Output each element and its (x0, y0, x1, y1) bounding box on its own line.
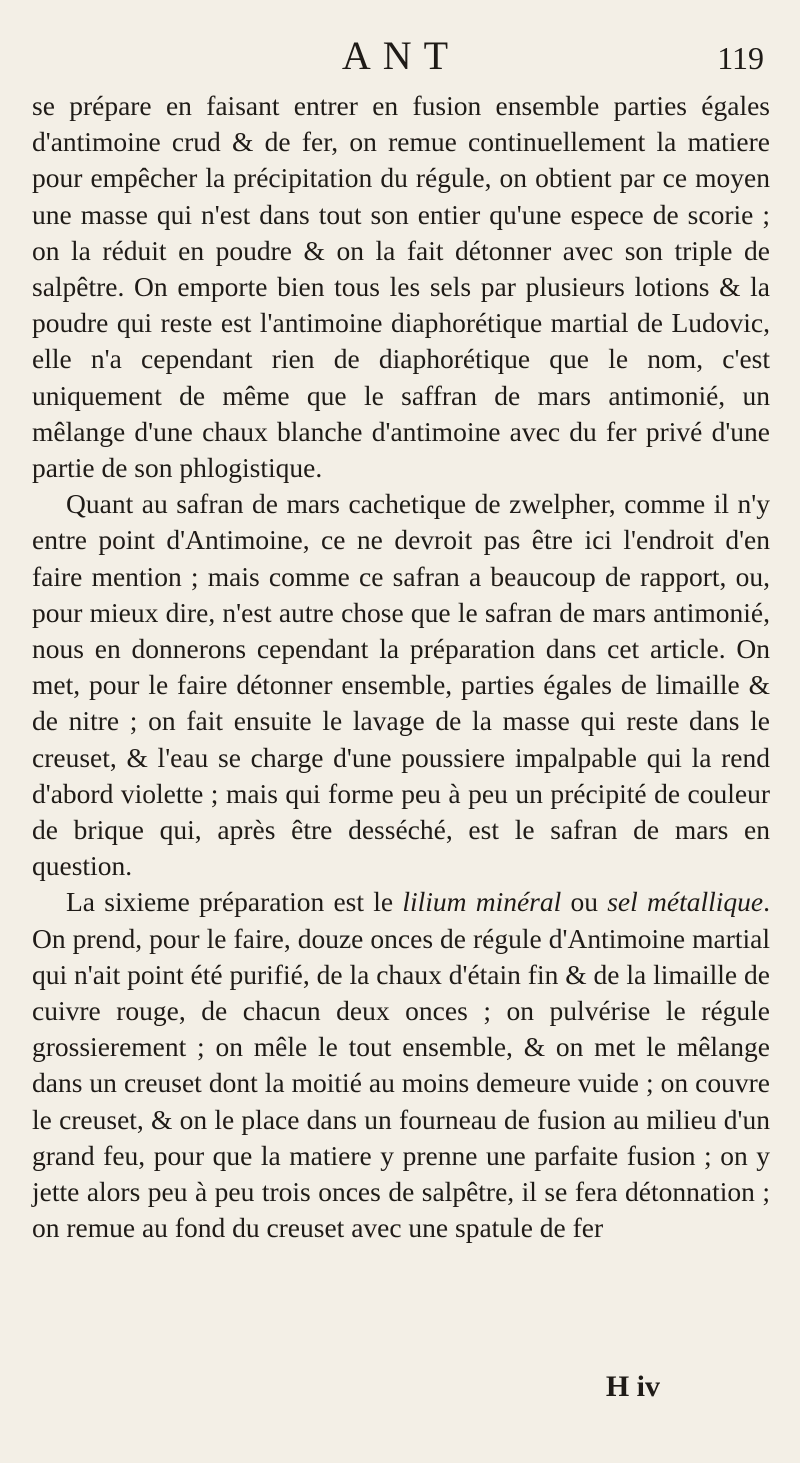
italic-term: lilium minéral (402, 886, 562, 918)
paragraph (32, 486, 770, 884)
text-segment: La sixieme préparation est le (66, 886, 403, 918)
paragraph (32, 884, 770, 1246)
running-header (32, 30, 770, 88)
paragraph (32, 88, 770, 486)
text-segment: ou (561, 886, 608, 918)
text-segment: se prépare en faisant entrer en fusion ensemble parties égales d'antimoine crud & de fer, on remue continuellement la matiere pour empêcher la précipitation du régule, on obtient par ce moyen une masse qui n'est dans tout son entier qu'une espece de scorie ; on la réduit en poudre & on la fait détonner avec son triple de salpêtre. On emporte bien tous les sels par plusieurs lotions & la poudre qui reste est l'antimoine diaphorétique martial de Ludovic, elle n'a cependant rien de diaphorétique que le nom, c'est uniquement de même que le saffran de mars antimonié, un mêlange d'une chaux blanche d'antimoine avec du fer privé d'une partie de son phlogistique. (32, 90, 770, 484)
text-segment: . On prend, pour le faire, douze onces de régule d'Antimoine martial qui n'ait point été purifié, de la chaux d'étain fin & de la limaille de cuivre rouge, de chacun deux onces ; on pulvérise le régule grossierement ; on mêle le tout ensemble, & on met le mêlange dans un creuset dont la moitié au moins demeure vuide ; on couvre le creuset, & on le place dans un fourneau de fusion au milieu d'un grand feu, pour que la matiere y prenne une parfaite fusion ; on y jette alors peu à peu trois onces de salpêtre, il se fera détonnation ; on remue au fond du creuset avec une spatule de fer (32, 886, 770, 1244)
italic-term: sel métallique (607, 886, 764, 918)
page-body (32, 88, 770, 1247)
page-number: 119 (717, 40, 764, 76)
running-head-word: ANT (341, 33, 461, 78)
text-segment: Quant au safran de mars cachetique de zwelpher, comme il n'y entre point d'Antimoine, ce ne devroit pas être ici l'endroit d'en faire mention ; mais comme ce safran a beaucoup de rapport, ou, pour mieux dire, n'est autre chose que le safran de mars antimonié, nous en donnerons cependant la préparation dans cet article. On met, pour le faire détonner ensemble, parties égales de limaille & de nitre ; on fait ensuite le lavage de la masse qui reste dans le creuset, & l'eau se charge d'une poussiere impalpable qui la rend d'abord violette ; mais qui forme peu à peu un précipité de couleur de brique qui, après être desséché, est le safran de mars en question. (32, 488, 770, 882)
signature-mark: H iv (605, 1370, 660, 1403)
